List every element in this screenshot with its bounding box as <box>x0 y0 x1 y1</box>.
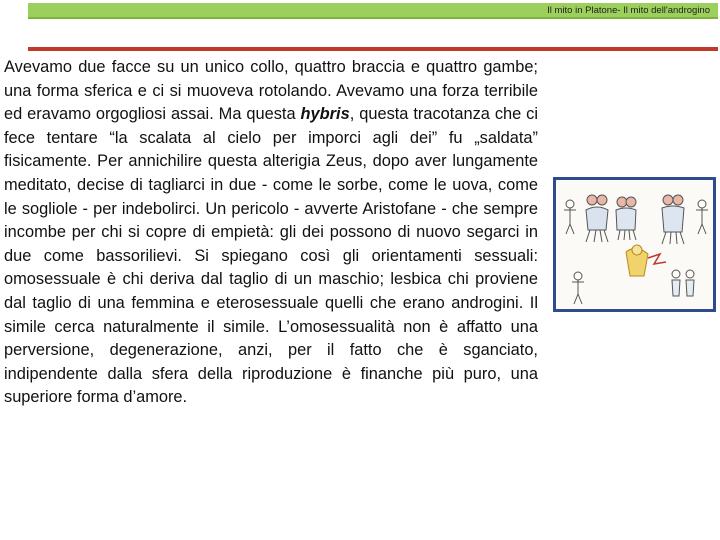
body-paragraph <box>4 56 538 410</box>
header-bar <box>28 3 718 19</box>
divider-rule <box>28 47 718 51</box>
figure-body <box>564 208 576 234</box>
androgyne-drawing <box>556 180 713 309</box>
figure-head <box>566 200 574 208</box>
body-text-part-1: Avevamo due facce su un unico collo, quattro braccia e quattro gambe; una forma sferica e ci si muoveva rotolando. Avevamo una forza terribile ed eravamo orgogliosi assai. Ma questa <box>4 58 538 124</box>
hybris-emphasis: hybris <box>300 105 350 124</box>
androgyne-illustration <box>553 177 716 312</box>
slide-title: Il mito in Platone- Il mito dell'androgino <box>547 5 710 16</box>
body-text-part-2: , questa tracotanza che ci fece tentare “la scalata al cielo per imporci agli dei” fu „saldata” fisicamente. Per annichilire questa alterigia Zeus, dopo aver lungamente meditato, decise di tagliarci in due - come le sorbe, come le uova, come le sogliole - per indebolirci. Un pericolo - avverte Aristofane - che sempre incombe per chi si copre di empietà: gli dei possono di nuovo segarci in due come bassorilievi. Si spiegano così gli orientamenti sessuali: omosessuale è chi deriva dal taglio di un maschio; lesbica chi proviene dal taglio di una femmina e eterosessuale quelli che erano androgini. Il simile cerca naturalmente il simile. L’omosessualità non è affatto una perversione, degenerazione, anzi, per il fatto che è sganciato, indipendente dalla sfera della riproduzione è finanche più puro, una superiore forma d’amore. <box>4 105 539 407</box>
